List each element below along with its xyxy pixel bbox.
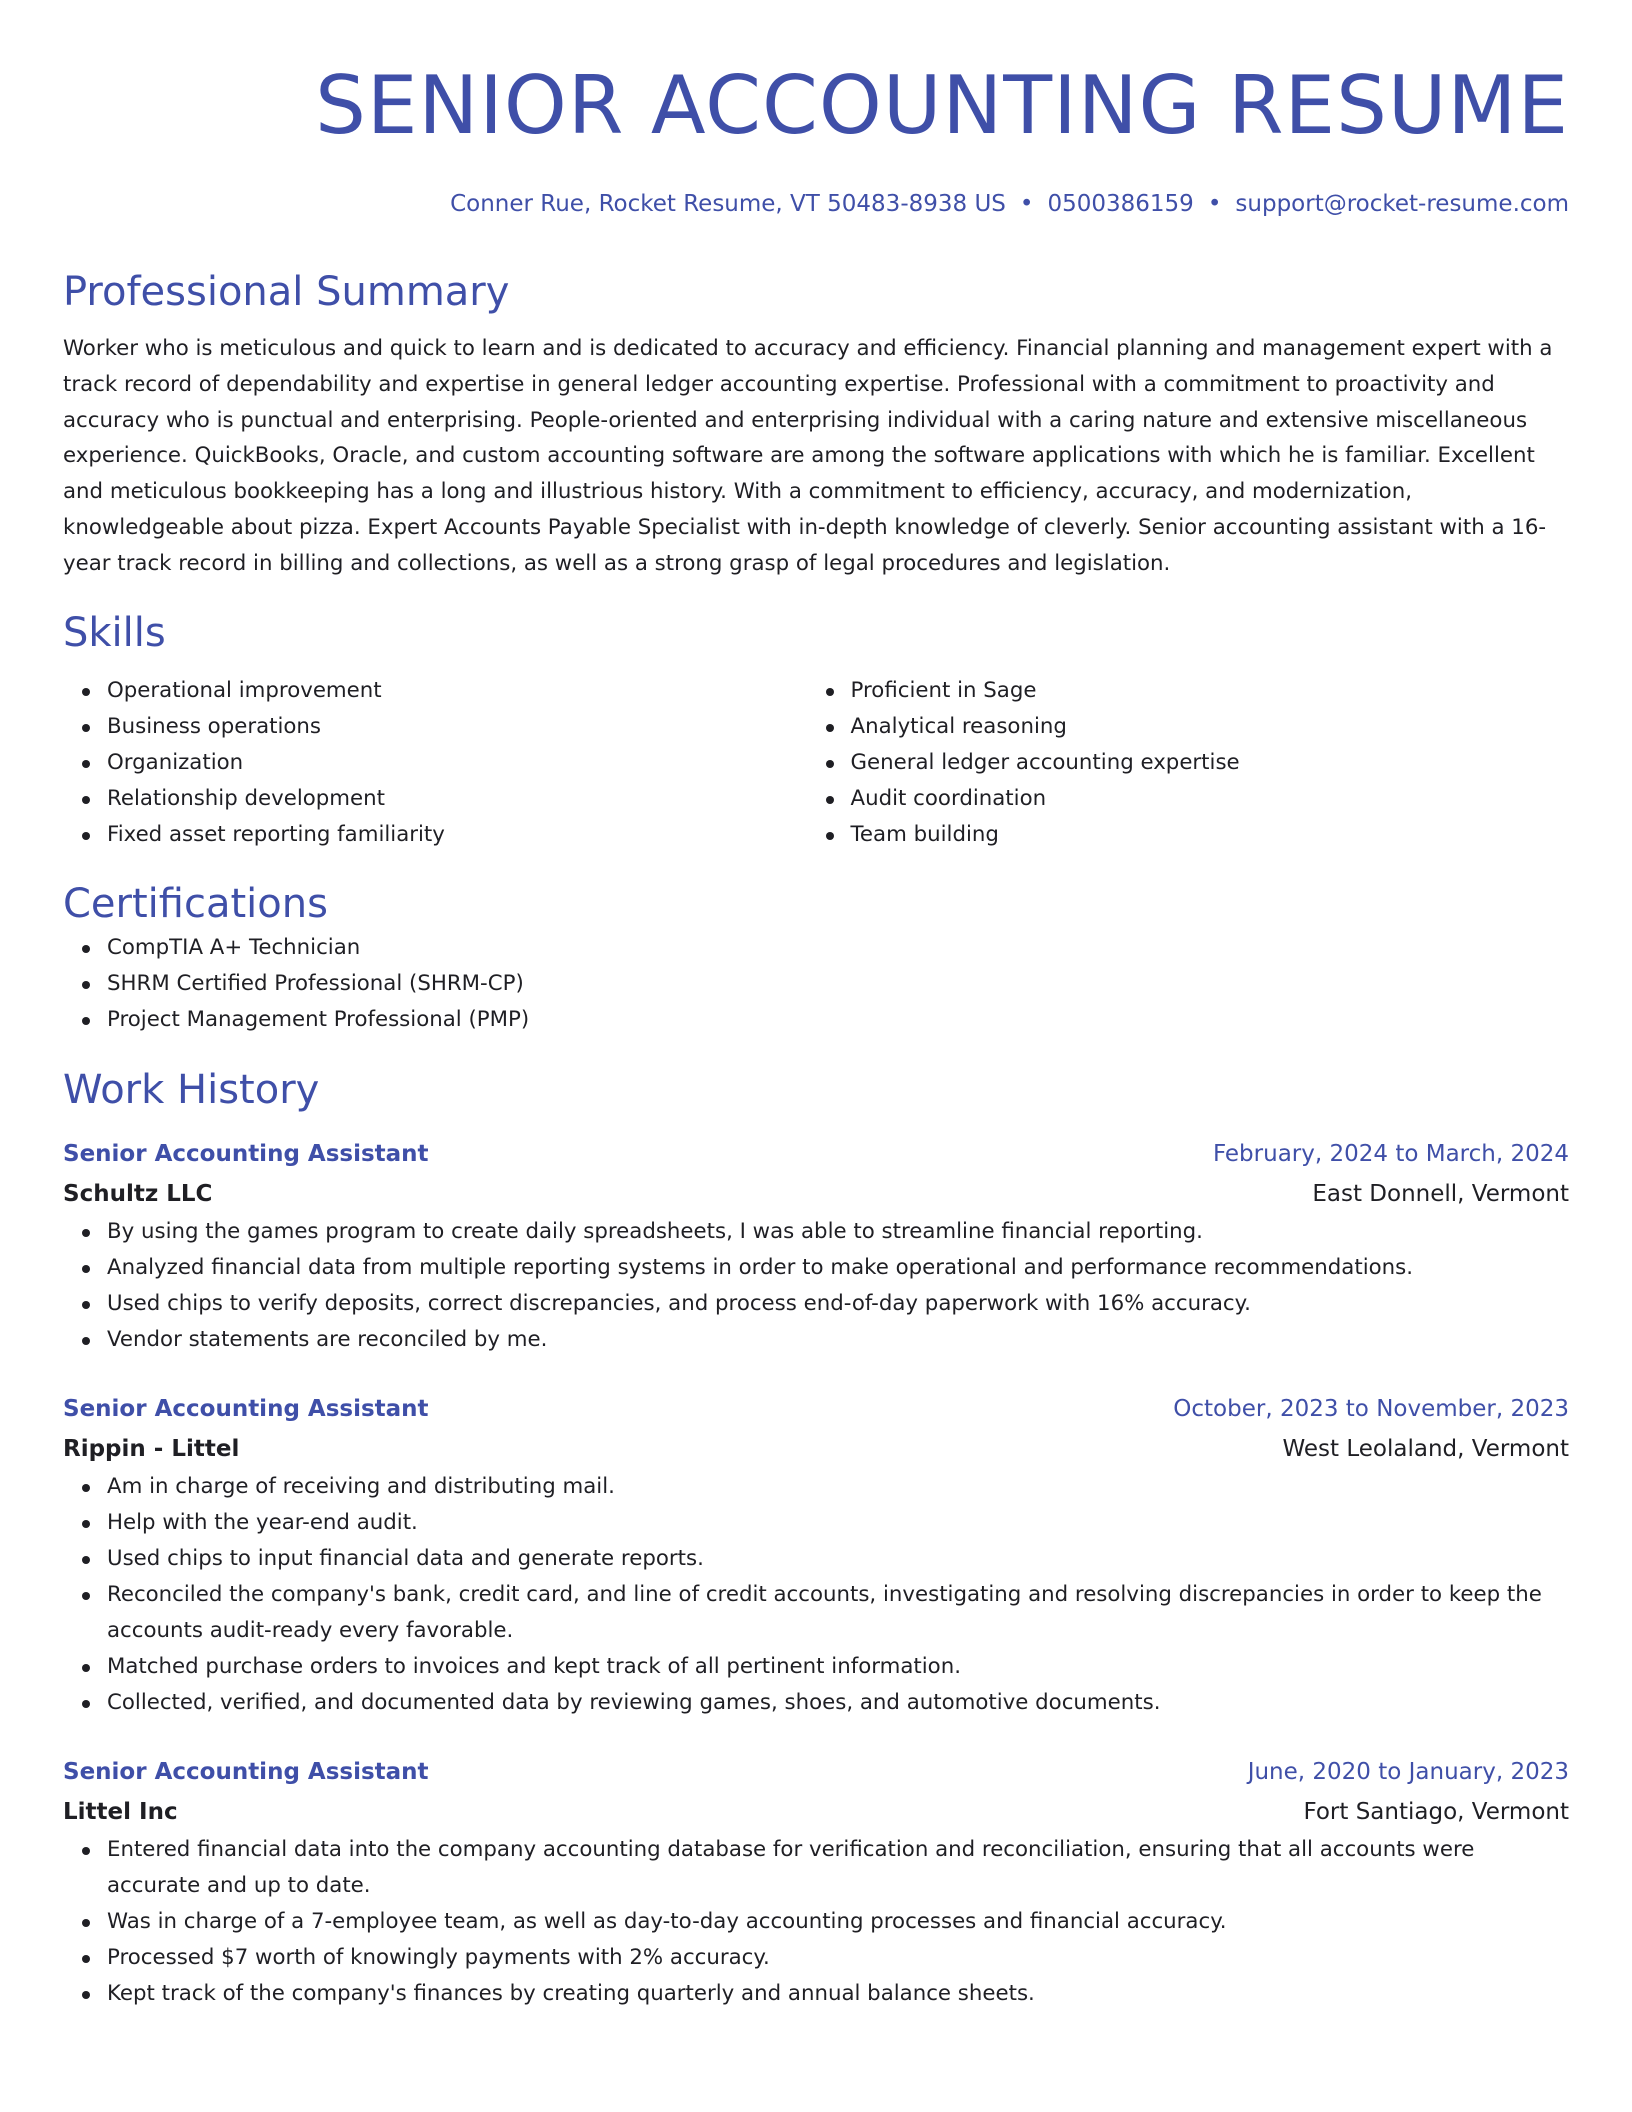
skill-item: Team building	[851, 817, 1569, 853]
summary-heading: Professional Summary	[63, 269, 510, 315]
job-header	[63, 1389, 1569, 1429]
job-header	[63, 1752, 1569, 1792]
job-header	[63, 1134, 1569, 1174]
skill-item: Proficient in Sage	[851, 673, 1569, 709]
contact-address: Conner Rue, Rocket Resume, VT 50483-8938 US	[450, 191, 1006, 217]
job-bullet: Analyzed financial data from multiple reporting systems in order to make operational and performance recommendations.	[107, 1250, 1569, 1286]
job-subheader	[63, 1429, 1569, 1469]
job-company: Littel Inc	[63, 1798, 178, 1825]
job-location: West Leolaland, Vermont	[1282, 1435, 1569, 1462]
skills-heading: Skills	[63, 609, 166, 656]
resume-title: SENIOR ACCOUNTING RESUME	[315, 59, 1569, 152]
job-company: Rippin - Littel	[63, 1435, 240, 1462]
job-bullet: Was in charge of a 7-employee team, as well as day-to-day accounting processes and financial accuracy.	[107, 1904, 1569, 1940]
skill-item: Business operations	[107, 709, 807, 745]
job-entry	[63, 1134, 1569, 1358]
job-bullet: By using the games program to create daily spreadsheets, I was able to streamline financial reporting.	[107, 1214, 1569, 1250]
skills-list	[63, 673, 1569, 853]
contact-separator: •	[1207, 191, 1222, 217]
job-entry	[63, 1389, 1569, 1721]
job-bullet: Entered financial data into the company accounting database for verification and reconciliation, ensuring that all accounts were accurate and up to date.	[107, 1832, 1569, 1904]
job-bullet: Matched purchase orders to invoices and kept track of all pertinent information.	[107, 1649, 1569, 1685]
contact-line	[63, 188, 1569, 220]
job-bullet: Am in charge of receiving and distributing mail.	[107, 1469, 1569, 1505]
contact-phone: 0500386159	[1047, 191, 1194, 217]
job-subheader	[63, 1174, 1569, 1214]
contact-separator: •	[1019, 191, 1034, 217]
job-bullets	[63, 1469, 1569, 1721]
job-bullet: Used chips to verify deposits, correct discrepancies, and process end-of-day paperwork with 16% accuracy.	[107, 1286, 1569, 1322]
summary-text: Worker who is meticulous and quick to learn and is dedicated to accuracy and efficiency. Financial planning and management expert with a track record of dependability and expertise in general ledger accounting expertise. Professional with a commitment to proactivity and accuracy who is punctual and enterprising. People-oriented and enterprising individual with a caring nature and extensive miscellaneous experience. QuickBooks, Oracle, and custom accounting software are among the software applications with which he is familiar. Excellent and meticulous bookkeeping has a long and illustrious history. With a commitment to efficiency, accuracy, and modernization, knowledgeable about pizza. Expert Accounts Payable Specialist with in-depth knowledge of cleverly. Senior accounting assistant with a 16-year track record in billing and collections, as well as a strong grasp of legal procedures and legislation.	[63, 336, 1553, 576]
job-bullet: Reconciled the company's bank, credit card, and line of credit accounts, investigating and resolving discrepancies in order to keep the accounts audit-ready every favorable.	[107, 1577, 1569, 1649]
job-entry	[63, 1752, 1569, 2012]
contact-email[interactable]: support@rocket-resume.com	[1235, 191, 1569, 217]
job-dates: October, 2023 to November, 2023	[1173, 1395, 1569, 1422]
job-role: Senior Accounting Assistant	[63, 1395, 429, 1422]
job-location: Fort Santiago, Vermont	[1303, 1798, 1569, 1825]
job-bullet: Vendor statements are reconciled by me.	[107, 1322, 1569, 1358]
skills-column-left	[63, 673, 807, 853]
skill-item: Relationship development	[107, 781, 807, 817]
job-dates: June, 2020 to January, 2023	[1247, 1758, 1569, 1785]
certification-item: SHRM Certified Professional (SHRM-CP)	[107, 966, 1569, 1002]
skill-item: Operational improvement	[107, 673, 807, 709]
job-bullet: Help with the year-end audit.	[107, 1505, 1569, 1541]
job-bullets	[63, 1214, 1569, 1358]
job-location: East Donnell, Vermont	[1312, 1180, 1569, 1207]
certification-item: Project Management Professional (PMP)	[107, 1002, 1569, 1038]
job-role: Senior Accounting Assistant	[63, 1758, 429, 1785]
job-bullet: Processed $7 worth of knowingly payments with 2% accuracy.	[107, 1940, 1569, 1976]
job-bullet: Collected, verified, and documented data by reviewing games, shoes, and automotive documents.	[107, 1685, 1569, 1721]
skill-item: General ledger accounting expertise	[851, 745, 1569, 781]
job-subheader	[63, 1792, 1569, 1832]
work-history-heading: Work History	[63, 1066, 320, 1113]
skill-item: Analytical reasoning	[851, 709, 1569, 745]
skills-column-right	[807, 673, 1569, 853]
job-role: Senior Accounting Assistant	[63, 1140, 429, 1167]
job-dates: February, 2024 to March, 2024	[1212, 1140, 1569, 1167]
skill-item: Organization	[107, 745, 807, 781]
certification-item: CompTIA A+ Technician	[107, 930, 1569, 966]
certifications-heading: Certifications	[63, 880, 328, 927]
job-bullet: Used chips to input financial data and generate reports.	[107, 1541, 1569, 1577]
job-bullet: Kept track of the company's finances by creating quarterly and annual balance sheets.	[107, 1976, 1569, 2012]
job-company: Schultz LLC	[63, 1180, 213, 1207]
certifications-list	[63, 930, 1569, 1038]
skill-item: Fixed asset reporting familiarity	[107, 817, 807, 853]
skill-item: Audit coordination	[851, 781, 1569, 817]
job-bullets	[63, 1832, 1569, 2012]
